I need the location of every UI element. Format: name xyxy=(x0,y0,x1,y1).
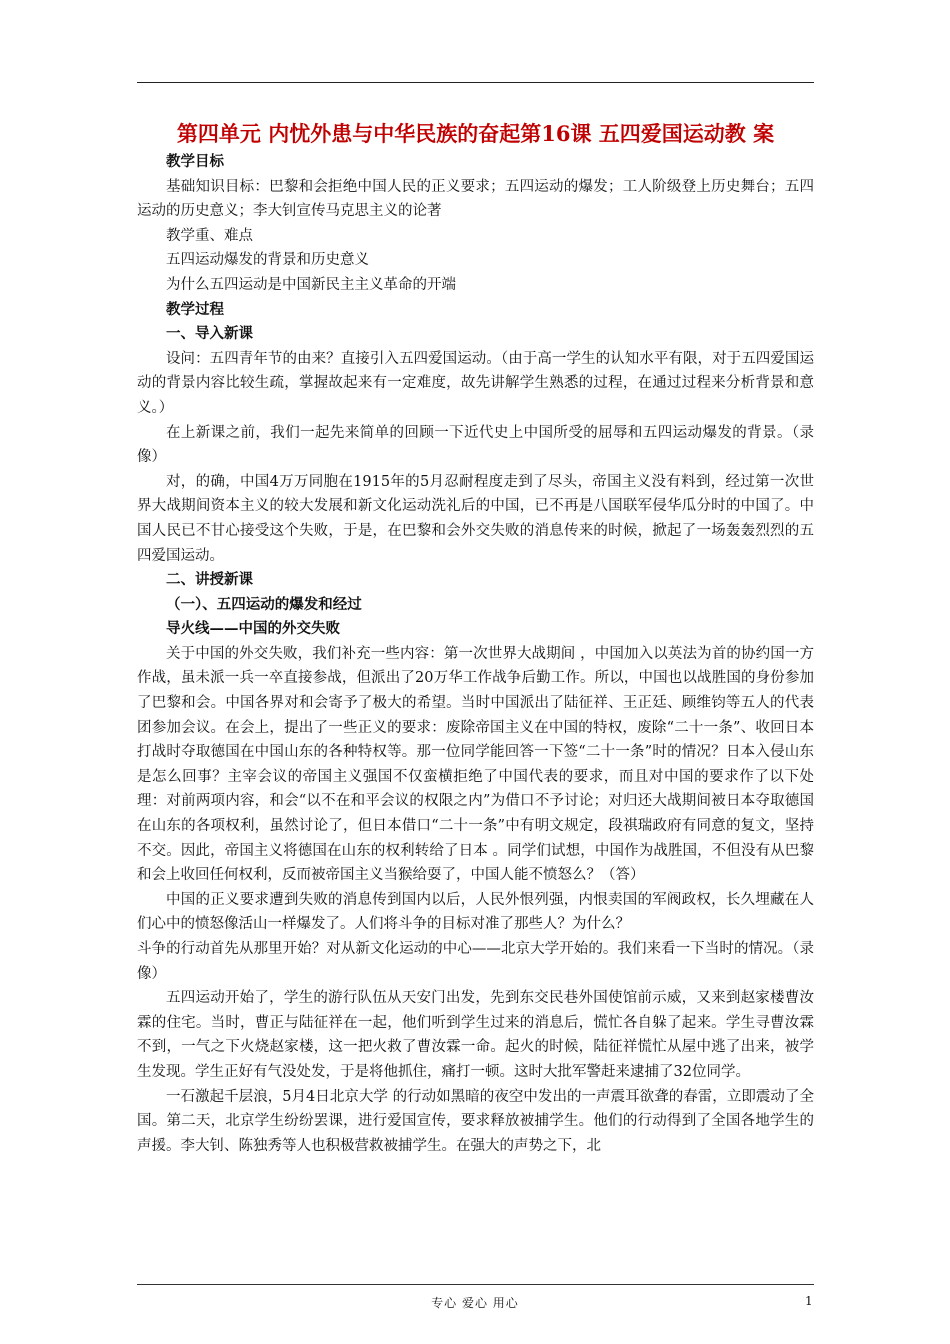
page-title: 第四单元 内忧外患与中华民族的奋起第16课 五四爱国运动教 案 xyxy=(176,121,775,146)
key-point-1: 五四运动爆发的背景和历史意义 xyxy=(166,252,369,269)
key-heading: 教学重、难点 xyxy=(166,227,253,244)
intro-heading: 一、导入新课 xyxy=(166,325,253,343)
intro-paragraph-2: 在上新课之前，我们一起先来简单的回顾一下近代史上中国所受的屈辱和五四运动爆发的背景。（录像） xyxy=(137,424,814,466)
body-paragraph-4: 五四运动开始了，学生的游行队伍从天安门出发，先到东交民巷外国使馆前示威，又来到赵家楼曹汝霖的住宅。当时，曹正与陆征祥在一起，他们听到学生过来的消息后，慌忙各自躲了起来。学生寻曹汝霖不到，一气之下火烧赵家楼，这一把火救了曹汝霖一命。起火的时候，陆征祥慌忙从屋中逃了出来，被学生发现。学生正好有气没处发，于是将他抓住，痛打一顿。这时大批军警赶来逮捕了32位同学。 xyxy=(137,990,814,1080)
key-point-2: 为什么五四运动是中国新民主主义革命的开端 xyxy=(166,276,456,293)
footer-motto: 专心 爱心 用心 xyxy=(431,1296,519,1310)
body-paragraph-1: 关于中国的外交失败，我们补充一些内容：第一次世界大战期间 ，中国加入以英法为首的协约国一方作战，虽未派一兵一卒直接参战，但派出了20万华工作战争后勤工作。所以，中国也以战胜国的身份参加了巴黎和会。中国各界对和会寄予了极大的希望。当时中国派出了陆征祥、王正廷、顾维钧等五人的代表团参加会议。在会上，提出了一些正义的要求：废除帝国主义在中国的特权，废除“二十一条”、收回日本打战时夺取德国在中国山东的各种特权等。那一位同学能回答一下签“二十一条”时的情况？日本入侵山东是怎么回事？主宰会议的帝国主义强国不仅蛮横拒绝了中国代表的要求，而且对中国的要求作了以下处理：对前两项内容，和会“以不在和平会议的权限之内”为借口不予讨论；对归还大战期间被日本夺取德国在山东的各项权利，虽然讨论了，但日本借口“二十一条”中有明文规定，段祺瑞政府有同意的复文，坚持不交。因此，帝国主义将德国在山东的权利转给了日本 。同学们试想，中国作为战胜国，不但没有从巴黎和会上收回任何权利，反而被帝国主义当猴给耍了，中国人能不愤怒么？（答） xyxy=(137,645,814,884)
document-body xyxy=(137,118,814,1158)
body-paragraph-3: 斗争的行动首先从那里开始？对从新文化运动的中心——北京大学开始的。我们来看一下当时的情况。（录像） xyxy=(137,941,814,982)
footer-rule xyxy=(137,1284,814,1285)
subsection-heading: （一）、五四运动的爆发和经过 xyxy=(166,595,362,613)
intro-paragraph-1: 设问：五四青年节的由来？直接引入五四爱国运动。（由于高一学生的认知水平有限，对于五四爱国运动的背景内容比较生疏，掌握故起来有一定难度，故先讲解学生熟悉的过程，在通过过程来分析背景和意义。） xyxy=(137,350,814,416)
header-rule xyxy=(137,82,814,83)
teach-heading: 二、讲授新课 xyxy=(166,571,253,589)
body-paragraph-2: 中国的正义要求遭到失败的消息传到国内以后，人民外恨列强，内恨卖国的军阀政权，长久埋藏在人们心中的愤怒像活山一样爆发了。人们将斗争的目标对准了那些人？为什么？ xyxy=(137,891,814,933)
goals-heading: 教学目标 xyxy=(166,153,224,170)
page-number: 1 xyxy=(805,1294,813,1308)
intro-paragraph-3: 对，的确，中国4万万同胞在1915年的5月忍耐程度走到了尽头，帝国主义没有料到，经过第一次世界大战期间资本主义的较大发展和新文化运动洗礼后的中国，已不再是八国联军侵华瓜分时的中国了。中国人民已不甘心接受这个失败，于是，在巴黎和会外交失败的消息传来的时候，掀起了一场轰轰烈烈的五四爱国运动。 xyxy=(137,473,814,564)
body-paragraph-5: 一石激起千层浪，5月4日北京大学 的行动如黑暗的夜空中发出的一声震耳欲聋的春雷，立即震动了全国。第二天，北京学生纷纷罢课，进行爱国宣传，要求释放被捕学生。他们的行动得到了全国各地学生的声援。李大钊、陈独秀等人也积极营救被捕学生。在强大的声势之下，北 xyxy=(137,1088,814,1154)
fuse-heading: 导火线——中国的外交失败 xyxy=(166,620,340,638)
goals-text: 基础知识目标：巴黎和会拒绝中国人民的正义要求；五四运动的爆发；工人阶级登上历史舞台；五四运动的历史意义；李大钊宣传马克思主义的论著 xyxy=(137,178,814,220)
process-heading: 教学过程 xyxy=(166,300,224,318)
